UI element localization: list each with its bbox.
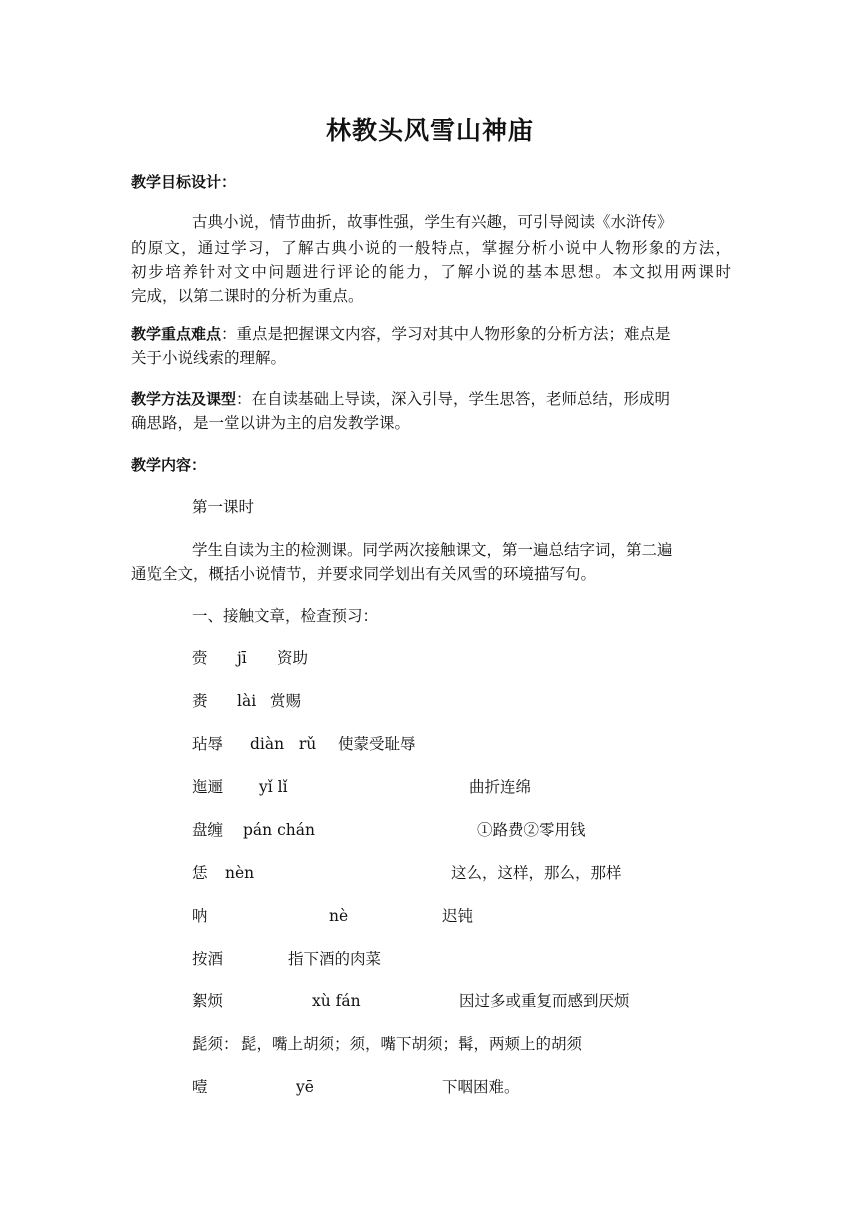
lesson-one-heading: 第一课时 bbox=[192, 498, 255, 516]
vocab-word: 按酒 bbox=[192, 950, 224, 968]
vocab-pinyin: nèn bbox=[225, 864, 255, 882]
method-text-1: 在自读基础上导读，深入引导，学生思答，老师总结，形成明 bbox=[251, 390, 671, 408]
goal-text-line-1: 古典小说，情节曲折，故事性强，学生有兴趣，可引导阅读《水浒传》 bbox=[192, 213, 673, 231]
vocab-word: 呐 bbox=[192, 907, 208, 925]
vocab-meaning: 使蒙受耻辱 bbox=[338, 735, 416, 753]
document-title: 林教头风雪山神庙 bbox=[325, 116, 534, 145]
vocab-word: 赉 bbox=[192, 692, 208, 710]
goal-text-line-2: 的原文，通过学习，了解古典小说的一般特点，掌握分析小说中人物形象的方法， bbox=[131, 239, 731, 257]
vocab-pinyin: xù fán bbox=[312, 992, 361, 1010]
vocab-word: 迤逦 bbox=[192, 778, 224, 796]
vocab-pinyin: pán chán bbox=[243, 821, 315, 839]
focus-paragraph-line-1 bbox=[131, 324, 671, 344]
vocab-meaning: 指下酒的肉菜 bbox=[288, 950, 382, 968]
method-colon: ： bbox=[236, 390, 252, 408]
vocab-word: 盘缠 bbox=[192, 821, 224, 839]
lesson-intro-line-1: 学生自读为主的检测课。同学两次接触课文，第一遍总结字词，第二遍 bbox=[192, 541, 673, 559]
vocab-pinyin: yǐ lǐ bbox=[259, 778, 288, 796]
goal-heading: 教学目标设计： bbox=[131, 173, 237, 191]
goal-text-line-4: 完成，以第二课时的分析为重点。 bbox=[131, 287, 364, 305]
vocab-meaning: 下咽困难。 bbox=[442, 1078, 520, 1096]
vocab-pinyin: diàn rǔ bbox=[250, 735, 317, 753]
vocab-pinyin: jī bbox=[237, 649, 247, 667]
focus-colon: ： bbox=[221, 325, 237, 343]
vocab-word: 赍 bbox=[192, 649, 208, 667]
method-label: 教学方法及课型 bbox=[131, 390, 237, 408]
vocab-meaning: 这么，这样，那么，那样 bbox=[451, 864, 622, 882]
focus-text-line-2: 关于小说线索的理解。 bbox=[131, 349, 287, 367]
vocab-word: 噎 bbox=[192, 1078, 208, 1096]
vocab-word: 髭须： bbox=[192, 1035, 239, 1053]
method-text-line-2: 确思路，是一堂以讲为主的启发教学课。 bbox=[131, 414, 411, 432]
vocab-meaning: 资助 bbox=[277, 649, 309, 667]
vocab-meaning: 因过多或重复而感到厌烦 bbox=[459, 992, 630, 1010]
focus-text-1: 重点是把握课文内容，学习对其中人物形象的分析方法；难点是 bbox=[236, 325, 671, 343]
vocab-pinyin: yē bbox=[296, 1078, 314, 1096]
vocab-meaning: ①路费②零用钱 bbox=[477, 821, 586, 839]
method-paragraph-line-1 bbox=[131, 389, 670, 409]
vocab-word: 絮烦 bbox=[192, 992, 224, 1010]
vocab-meaning: 髭，嘴上胡须；须，嘴下胡须；髯，两颊上的胡须 bbox=[241, 1035, 583, 1053]
vocab-meaning: 曲折连绵 bbox=[469, 778, 532, 796]
section-one-heading: 一、接触文章，检查预习： bbox=[192, 607, 379, 625]
vocab-pinyin: lài bbox=[237, 692, 257, 710]
vocab-word: 恁 bbox=[192, 864, 208, 882]
goal-text-line-3: 初步培养针对文中问题进行评论的能力，了解小说的基本思想。本文拟用两课时 bbox=[131, 263, 731, 281]
focus-label: 教学重点难点 bbox=[131, 325, 222, 343]
vocab-meaning: 赏赐 bbox=[270, 692, 302, 710]
lesson-intro-line-2: 通览全文，概括小说情节，并要求同学划出有关风雪的环境描写句。 bbox=[131, 565, 597, 583]
vocab-pinyin: nè bbox=[329, 907, 349, 925]
vocab-word: 玷辱 bbox=[192, 735, 224, 753]
vocab-meaning: 迟钝 bbox=[442, 907, 474, 925]
content-heading: 教学内容： bbox=[131, 456, 207, 474]
